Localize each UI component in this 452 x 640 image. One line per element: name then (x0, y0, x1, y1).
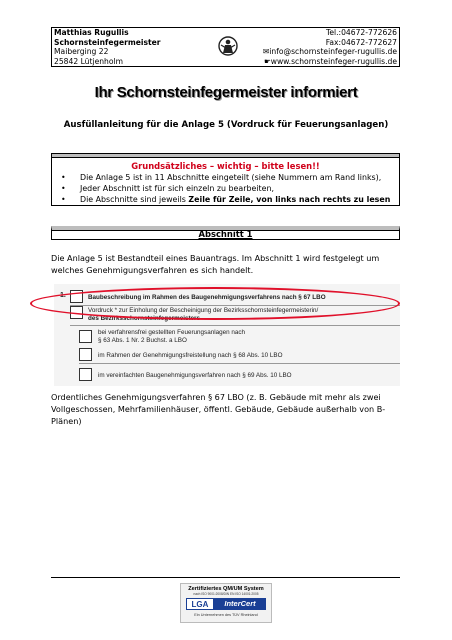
page-subtitle: Ausfüllanleitung für die Anlage 5 (Vordruck für Feuerungsanlagen) (63, 120, 389, 130)
certification-badge (180, 583, 272, 623)
fax-number: Fax:04672-772627 (325, 37, 397, 47)
form-option-text: bei verfahrensfrei gestellten Feuerungsanlagen nach (98, 329, 246, 336)
form-option-text: Baubeschreibung im Rahmen des Baugenehmigungsverfahrens nach § 67 LBO (88, 294, 326, 301)
cert-logo (186, 598, 266, 610)
important-notes-list (56, 172, 390, 205)
lga-logo: LGA (186, 598, 214, 610)
form-option-text: des Bezirksschornsteinfegermeisters (88, 315, 200, 322)
important-notes-box (51, 153, 400, 206)
important-notes-heading: Grundsätzliches – wichtig – bitte lesen!! (131, 161, 320, 171)
sender-name: Matthias Rugullis (54, 28, 129, 37)
form-checkbox (79, 330, 92, 343)
form-option-text: im Rahmen der Genehmigungsfreistellung nach § 68 Abs. 10 LBO (98, 352, 283, 359)
email-line[interactable] (263, 47, 397, 57)
form-checkbox (79, 348, 92, 361)
intercert-logo: InterCert (214, 598, 266, 610)
email-icon: ✉ (262, 47, 270, 57)
list-item (56, 194, 390, 205)
cert-company: Ein Unternehmen des TÜV Rheinland (194, 613, 258, 617)
bullet-icon: • (61, 184, 66, 193)
bullet-icon: • (61, 195, 66, 204)
form-checkbox (79, 368, 92, 381)
email-address[interactable]: info@schornsteinfeger-rugullis.de (269, 47, 397, 57)
section-1-intro: Die Anlage 5 ist Bestandteil eines Bauantrags. Im Abschnitt 1 wird festgelegt um welches Genehmigungsverfahren es sich handelt. (51, 253, 380, 275)
section-1-explanation: Ordentliches Genehmigungsverfahren § 67 LBO (z. B. Gebäude mit mehr als zwei Vollgeschossen, Mehrfamilienhäuser, öffentl. Gebäude, Gebäude außerhalb von B-Plänen) (51, 392, 386, 426)
letterhead-contact-left (54, 28, 161, 66)
letterhead-contact-right (263, 28, 397, 66)
list-item (56, 183, 390, 194)
sender-title: Schornsteinfegermeister (54, 37, 161, 47)
list-item-text: Die Anlage 5 ist in 11 Abschnitte eingeteilt (siehe Nummern am Rand links), (80, 173, 382, 182)
website-url[interactable]: www.schornsteinfeger-rugullis.de (270, 56, 397, 66)
cert-title: Zertifiziertes QM/UM System (188, 586, 264, 592)
list-item-text: Die Abschnitte sind jeweils (80, 195, 189, 204)
highlight-oval (30, 287, 400, 320)
footer-divider (51, 577, 400, 578)
website-line[interactable] (263, 57, 397, 67)
bullet-icon: • (61, 173, 66, 182)
sender-city: 25842 Lütjenholm (54, 56, 124, 66)
web-icon: ☛ (263, 56, 271, 66)
form-section-number: 1. (60, 292, 66, 299)
box-header-bar (52, 154, 399, 158)
section-1-heading: Abschnitt 1 (198, 229, 253, 239)
form-option-text: § 63 Abs. 1 Nr. 2 Buchst. a LBO (98, 337, 187, 344)
phone-number: Tel.:04672-772626 (326, 28, 397, 37)
page-title: Ihr Schornsteinfegermeister informiert (94, 84, 358, 101)
cert-standard: nach ISO 9001:2008/DIN EN ISO 14001:2005 (193, 592, 259, 596)
letterhead (51, 27, 400, 67)
list-item (56, 172, 390, 183)
form-divider (79, 363, 400, 364)
sender-street: Maiberging 22 (54, 47, 109, 57)
list-item-text: Jeder Abschnitt ist für sich einzeln zu bearbeiten, (80, 184, 274, 193)
section-heading-box (51, 226, 400, 240)
form-option-text: im vereinfachten Baugenehmigungsverfahren nach § 69 Abs. 10 LBO (98, 372, 292, 379)
chimney-sweep-guild-logo (218, 36, 238, 56)
list-item-bold-text: Zeile für Zeile, von links nach rechts zu lesen (188, 195, 391, 204)
form-divider (70, 325, 400, 326)
form-option-text: Vordruck * zur Einholung der Bescheinigung der Bezirksschornsteinfegermeisterin/ (88, 307, 319, 314)
